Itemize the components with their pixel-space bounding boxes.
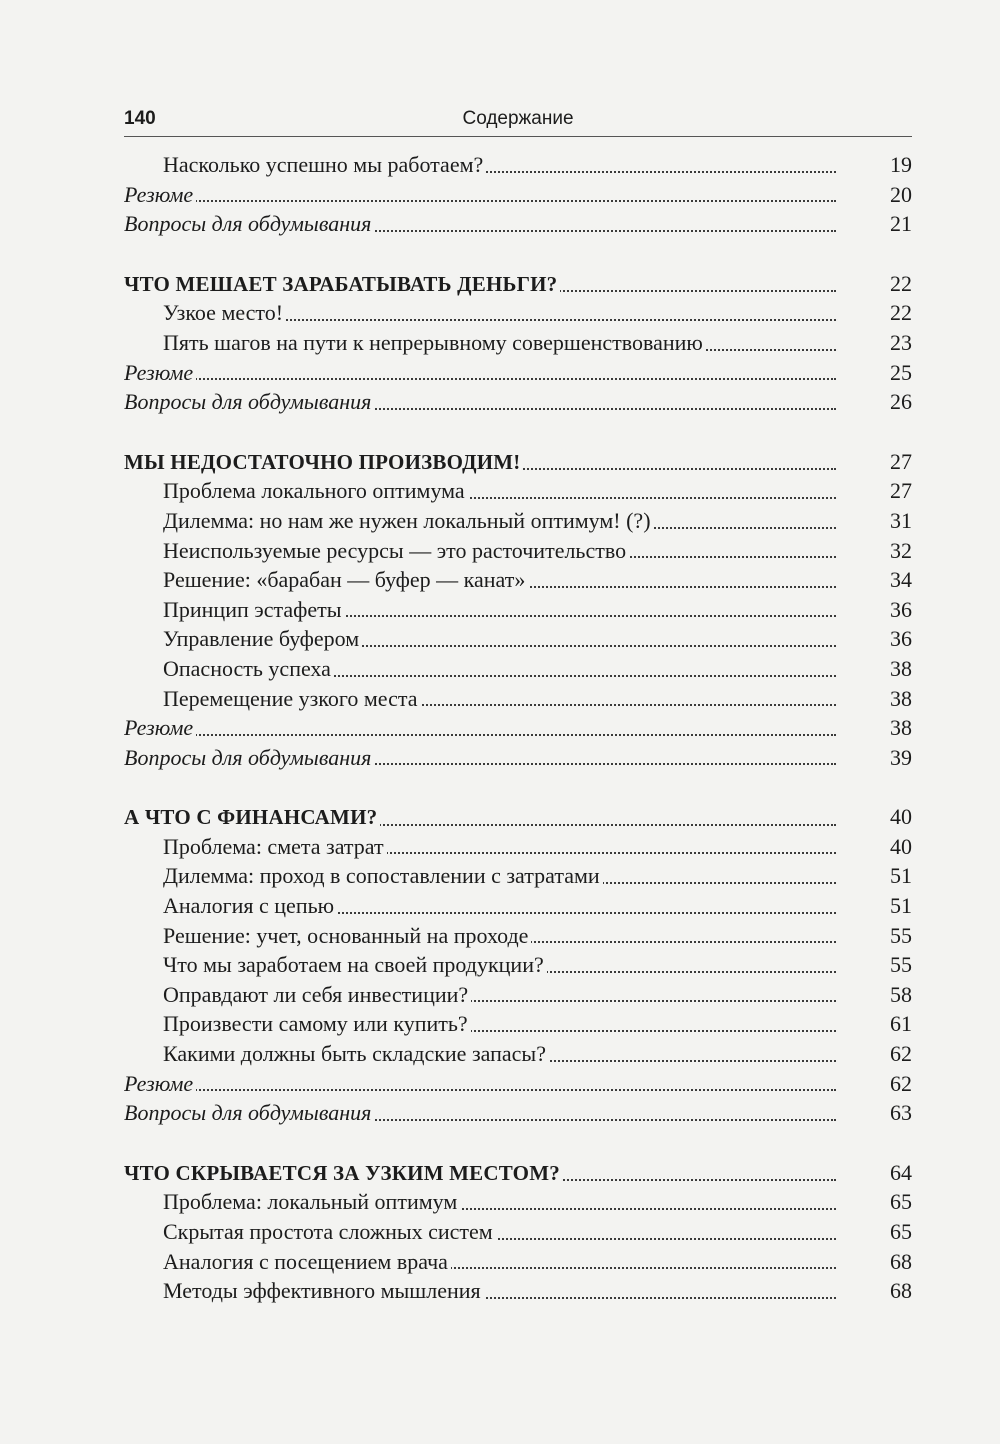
toc-entry-page: 55 xyxy=(890,952,912,978)
toc-entry-page: 22 xyxy=(890,300,912,326)
toc-entry-title: Резюме xyxy=(124,715,196,740)
toc-entry-title: Что мы заработаем на своей продукции? xyxy=(163,952,547,977)
toc-entry-title: Принцип эстафеты xyxy=(163,597,345,622)
toc-entry-leader xyxy=(163,654,836,684)
toc-chapter-entry xyxy=(124,1158,912,1188)
toc-entry-title: Вопросы для обдумывания xyxy=(124,389,374,414)
toc-entry-title: Насколько успешно мы работаем? xyxy=(163,152,486,177)
toc-section-entry xyxy=(124,209,912,239)
toc-subsection-entry xyxy=(124,150,912,180)
toc-entry-page: 39 xyxy=(890,744,912,770)
toc-section-entry xyxy=(124,1069,912,1099)
toc-entry-page: 38 xyxy=(890,715,912,741)
toc-subsection-entry xyxy=(124,1039,912,1069)
toc-entry-title: Решение: «барабан — буфер — канат» xyxy=(163,567,528,592)
toc-entry-page: 38 xyxy=(890,685,912,711)
toc-section-entry xyxy=(124,1098,912,1128)
toc-subsection-entry xyxy=(124,1276,912,1306)
toc-entry-page: 51 xyxy=(890,893,912,919)
toc-section-entry xyxy=(124,743,912,773)
toc-entry-leader xyxy=(124,269,836,300)
toc-subsection-entry xyxy=(124,1009,912,1039)
toc-entry-leader xyxy=(124,180,836,210)
toc-subsection-entry xyxy=(124,891,912,921)
toc-entry-leader xyxy=(163,506,836,536)
toc-entry-leader xyxy=(163,891,836,921)
toc-entry-page: 40 xyxy=(890,833,912,859)
toc-entry-title: Управление буфером xyxy=(163,626,362,651)
toc-entry-page: 26 xyxy=(890,389,912,415)
toc-entry-leader xyxy=(124,447,836,478)
toc-entry-title: Резюме xyxy=(124,360,196,385)
toc-entry-title: Скрытая простота сложных систем xyxy=(163,1219,496,1244)
toc-entry-leader xyxy=(163,832,836,862)
toc-entry-page: 27 xyxy=(890,478,912,504)
toc-entry-title: Методы эффективного мышления xyxy=(163,1278,484,1303)
toc-entry-page: 31 xyxy=(890,507,912,533)
toc-entry-title: Вопросы для обдумывания xyxy=(124,745,374,770)
toc-entry-page: 19 xyxy=(890,152,912,177)
toc-entry-leader xyxy=(124,1069,836,1099)
toc-entry-leader xyxy=(163,565,836,595)
toc-chapter-entry xyxy=(124,269,912,299)
toc-entry-leader xyxy=(124,358,836,388)
toc-entry-page: 55 xyxy=(890,922,912,948)
section-gap xyxy=(124,1128,912,1158)
toc-chapter-entry xyxy=(124,802,912,832)
toc-subsection-entry xyxy=(124,1247,912,1277)
toc-entry-title: Аналогия с посещением врача xyxy=(163,1249,451,1274)
toc-entry-leader xyxy=(163,1009,836,1039)
toc-entry-page: 62 xyxy=(890,1041,912,1067)
toc-section-entry xyxy=(124,713,912,743)
toc-entry-title: Аналогия с цепью xyxy=(163,893,337,918)
toc-entry-page: 65 xyxy=(890,1219,912,1244)
toc-entry-title: Проблема: локальный оптимум xyxy=(163,1189,460,1214)
toc-entry-leader xyxy=(163,980,836,1010)
toc-entry-page: 63 xyxy=(890,1100,912,1126)
toc-section-entry xyxy=(124,358,912,388)
toc-entry-title: Узкое место! xyxy=(163,300,286,325)
toc-entry-leader xyxy=(163,476,836,506)
page-number: 140 xyxy=(124,108,156,129)
toc-subsection-entry xyxy=(124,565,912,595)
toc-entry-leader xyxy=(163,921,836,951)
toc-entry-title: Дилемма: проход в сопоставлении с затратами xyxy=(163,863,603,888)
toc-entry-title: Оправдают ли себя инвестиции? xyxy=(163,982,471,1007)
toc-entry-leader xyxy=(163,861,836,891)
running-title: Содержание xyxy=(462,108,574,129)
toc-entry-leader xyxy=(163,536,836,566)
toc-entry-title: ЧТО МЕШАЕТ ЗАРАБАТЫВАТЬ ДЕНЬГИ? xyxy=(124,272,560,296)
toc-entry-title: МЫ НЕДОСТАТОЧНО ПРОИЗВОДИМ! xyxy=(124,450,523,474)
toc-subsection-entry xyxy=(124,861,912,891)
section-gap xyxy=(124,772,912,802)
toc-entry-page: 62 xyxy=(890,1070,912,1096)
toc-subsection-entry xyxy=(124,506,912,536)
toc-entry-leader xyxy=(163,595,836,625)
toc-entry-leader xyxy=(163,624,836,654)
toc-entry-title: Проблема локального оптимума xyxy=(163,478,468,503)
toc-entry-leader xyxy=(124,802,836,833)
toc-subsection-entry xyxy=(124,1217,912,1247)
toc-entry-page: 27 xyxy=(890,448,912,474)
toc-entry-page: 38 xyxy=(890,655,912,681)
toc-subsection-entry xyxy=(124,832,912,862)
toc-section-entry xyxy=(124,180,912,210)
toc-entry-title: Дилемма: но нам же нужен локальный оптимум! (?) xyxy=(163,508,654,533)
toc-entry-title: Вопросы для обдумывания xyxy=(124,211,374,236)
toc-entry-title: Решение: учет, основанный на проходе xyxy=(163,923,531,948)
toc-entry-page: 34 xyxy=(890,567,912,593)
toc-subsection-entry xyxy=(124,950,912,980)
toc-entry-page: 36 xyxy=(890,596,912,622)
toc-subsection-entry xyxy=(124,328,912,358)
toc-entry-leader xyxy=(163,1217,836,1247)
toc-entry-title: Какими должны быть складские запасы? xyxy=(163,1041,549,1066)
toc-entry-leader xyxy=(163,950,836,980)
page-header xyxy=(124,106,912,136)
header-rule xyxy=(124,136,912,137)
toc-subsection-entry xyxy=(124,654,912,684)
toc-entry-title: Вопросы для обдумывания xyxy=(124,1100,374,1125)
toc-entry-title: Резюме xyxy=(124,1071,196,1096)
toc-entry-page: 22 xyxy=(890,270,912,296)
toc-entry-page: 61 xyxy=(890,1011,912,1037)
toc-entry-leader xyxy=(163,1276,836,1306)
toc-entry-title: Пять шагов на пути к непрерывному совершенствованию xyxy=(163,330,706,355)
toc-subsection-entry xyxy=(124,298,912,328)
section-gap xyxy=(124,417,912,447)
toc-entry-leader xyxy=(124,1098,836,1128)
toc-entry-leader xyxy=(163,1039,836,1069)
toc-entry-page: 36 xyxy=(890,626,912,652)
toc-subsection-entry xyxy=(124,921,912,951)
toc-entry-leader xyxy=(163,298,836,328)
toc-entry-title: Произвести самому или купить? xyxy=(163,1011,471,1036)
toc-entry-leader xyxy=(163,1187,836,1217)
toc-entry-page: 25 xyxy=(890,359,912,385)
toc-entry-page: 64 xyxy=(890,1159,912,1185)
toc-entry-page: 40 xyxy=(890,804,912,830)
toc-entry-title: ЧТО СКРЫВАЕТСЯ ЗА УЗКИМ МЕСТОМ? xyxy=(124,1161,563,1185)
toc-entry-title: Перемещение узкого места xyxy=(163,686,421,711)
toc-section-entry xyxy=(124,387,912,417)
toc-entry-page: 51 xyxy=(890,863,912,889)
toc-subsection-entry xyxy=(124,624,912,654)
toc-entry-leader xyxy=(163,328,836,358)
toc-entry-title: Резюме xyxy=(124,182,196,207)
toc-entry-leader xyxy=(163,684,836,714)
toc-entry-leader xyxy=(124,209,836,239)
toc-entry-leader xyxy=(124,743,836,773)
toc-entry-page: 20 xyxy=(890,181,912,207)
toc-entry-title: Проблема: смета затрат xyxy=(163,834,387,859)
toc-entry-title: А ЧТО С ФИНАНСАМИ? xyxy=(124,805,380,829)
toc-chapter-entry xyxy=(124,447,912,477)
toc-subsection-entry xyxy=(124,536,912,566)
toc-entry-leader xyxy=(163,150,836,180)
toc-entry-page: 68 xyxy=(890,1248,912,1274)
toc-subsection-entry xyxy=(124,1187,912,1217)
table-of-contents xyxy=(124,150,912,1306)
toc-subsection-entry xyxy=(124,595,912,625)
toc-entry-page: 21 xyxy=(890,211,912,237)
toc-entry-page: 32 xyxy=(890,537,912,563)
toc-entry-leader xyxy=(163,1247,836,1277)
toc-entry-page: 65 xyxy=(890,1189,912,1215)
toc-entry-page: 68 xyxy=(890,1278,912,1304)
toc-entry-leader xyxy=(124,713,836,743)
toc-entry-page: 58 xyxy=(890,981,912,1007)
toc-subsection-entry xyxy=(124,980,912,1010)
toc-subsection-entry xyxy=(124,684,912,714)
section-gap xyxy=(124,239,912,269)
toc-entry-title: Неиспользуемые ресурсы — это расточительство xyxy=(163,538,629,563)
toc-entry-title: Опасность успеха xyxy=(163,656,334,681)
toc-entry-leader xyxy=(124,1158,836,1189)
toc-entry-page: 23 xyxy=(890,329,912,355)
toc-subsection-entry xyxy=(124,476,912,506)
toc-entry-leader xyxy=(124,387,836,417)
